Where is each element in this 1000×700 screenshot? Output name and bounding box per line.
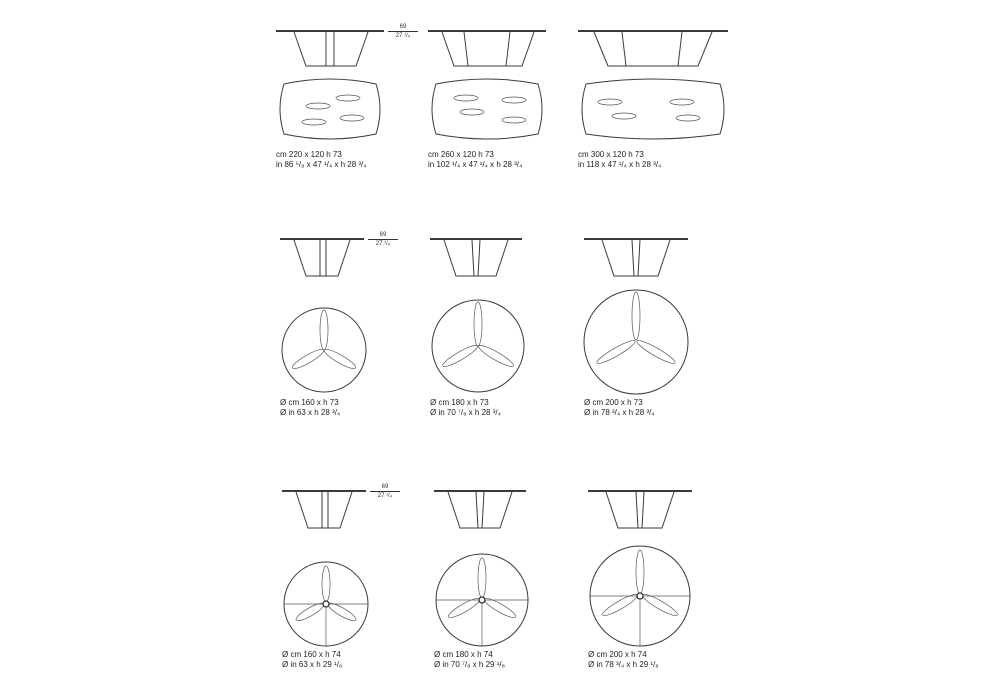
dimension-caption xyxy=(280,398,340,418)
table-round-180 xyxy=(430,232,590,432)
table-oval-220 xyxy=(276,24,436,224)
table-round-lazy-160 xyxy=(282,484,442,684)
table-round-160 xyxy=(280,232,440,432)
table-oval-300 xyxy=(578,24,738,224)
metric-dimensions: Ø cm 200 x h 73 xyxy=(584,398,643,407)
table-round-lazy-180 xyxy=(434,484,594,684)
dimension-caption xyxy=(578,150,661,170)
table-oval-260 xyxy=(428,24,588,224)
metric-dimensions: Ø cm 200 x h 74 xyxy=(588,650,647,659)
imperial-dimensions: Ø in 78 ³/₄ x h 28 ³/₄ xyxy=(584,408,655,417)
dimension-caption xyxy=(276,150,367,170)
oval-table-drawing xyxy=(428,24,588,154)
metric-dimensions: Ø cm 180 x h 74 xyxy=(434,650,493,659)
height-dimension-note: 69 27 ¹/₄ xyxy=(370,484,400,500)
dimension-caption xyxy=(428,150,522,170)
oval-table-drawing xyxy=(276,24,436,154)
round-hub-table-drawing xyxy=(434,484,594,654)
metric-dimensions: cm 220 x 120 h 73 xyxy=(276,150,342,159)
dimension-caption xyxy=(282,650,342,670)
metric-dimensions: Ø cm 180 x h 73 xyxy=(430,398,489,407)
dimension-caption xyxy=(430,398,501,418)
metric-dimensions: cm 260 x 120 h 73 xyxy=(428,150,494,159)
round-hub-table-drawing xyxy=(588,484,748,654)
imperial-dimensions: in 86 ⁵/₈ x 47 ¹/₄ x h 28 ³/₄ xyxy=(276,160,367,169)
imperial-dimensions: Ø in 63 x h 28 ³/₄ xyxy=(280,408,341,417)
imperial-dimensions: Ø in 78 ³/₄ x h 29 ¹/₈ xyxy=(588,660,659,669)
height-dimension-note: 69 27 ¹/₄ xyxy=(368,232,398,248)
metric-dimensions: Ø cm 160 x h 74 xyxy=(282,650,341,659)
metric-dimensions: Ø cm 160 x h 73 xyxy=(280,398,339,407)
height-dimension-note: 69 27 ¹/₄ xyxy=(388,24,418,40)
imperial-dimensions: Ø in 70 ⁷/₈ x h 29 ¹/₈ xyxy=(434,660,505,669)
round-table-drawing xyxy=(430,232,590,402)
dimension-caption xyxy=(588,650,659,670)
oval-table-drawing xyxy=(578,24,738,154)
metric-dimensions: cm 300 x 120 h 73 xyxy=(578,150,644,159)
table-round-lazy-200 xyxy=(588,484,748,684)
table-round-200 xyxy=(584,232,744,432)
round-hub-table-drawing xyxy=(282,484,442,654)
imperial-dimensions: Ø in 70 ⁷/₈ x h 28 ³/₄ xyxy=(430,408,501,417)
round-table-drawing xyxy=(280,232,440,402)
imperial-dimensions: in 118 x 47 ¹/₄ x h 28 ³/₄ xyxy=(578,160,662,169)
dimension-caption xyxy=(584,398,655,418)
round-table-drawing xyxy=(584,232,744,402)
imperial-dimensions: Ø in 63 x h 29 ¹/₈ xyxy=(282,660,343,669)
dimension-caption xyxy=(434,650,505,670)
imperial-dimensions: in 102 ¹/₄ x 47 ¹/₄ x h 28 ³/₄ xyxy=(428,160,523,169)
